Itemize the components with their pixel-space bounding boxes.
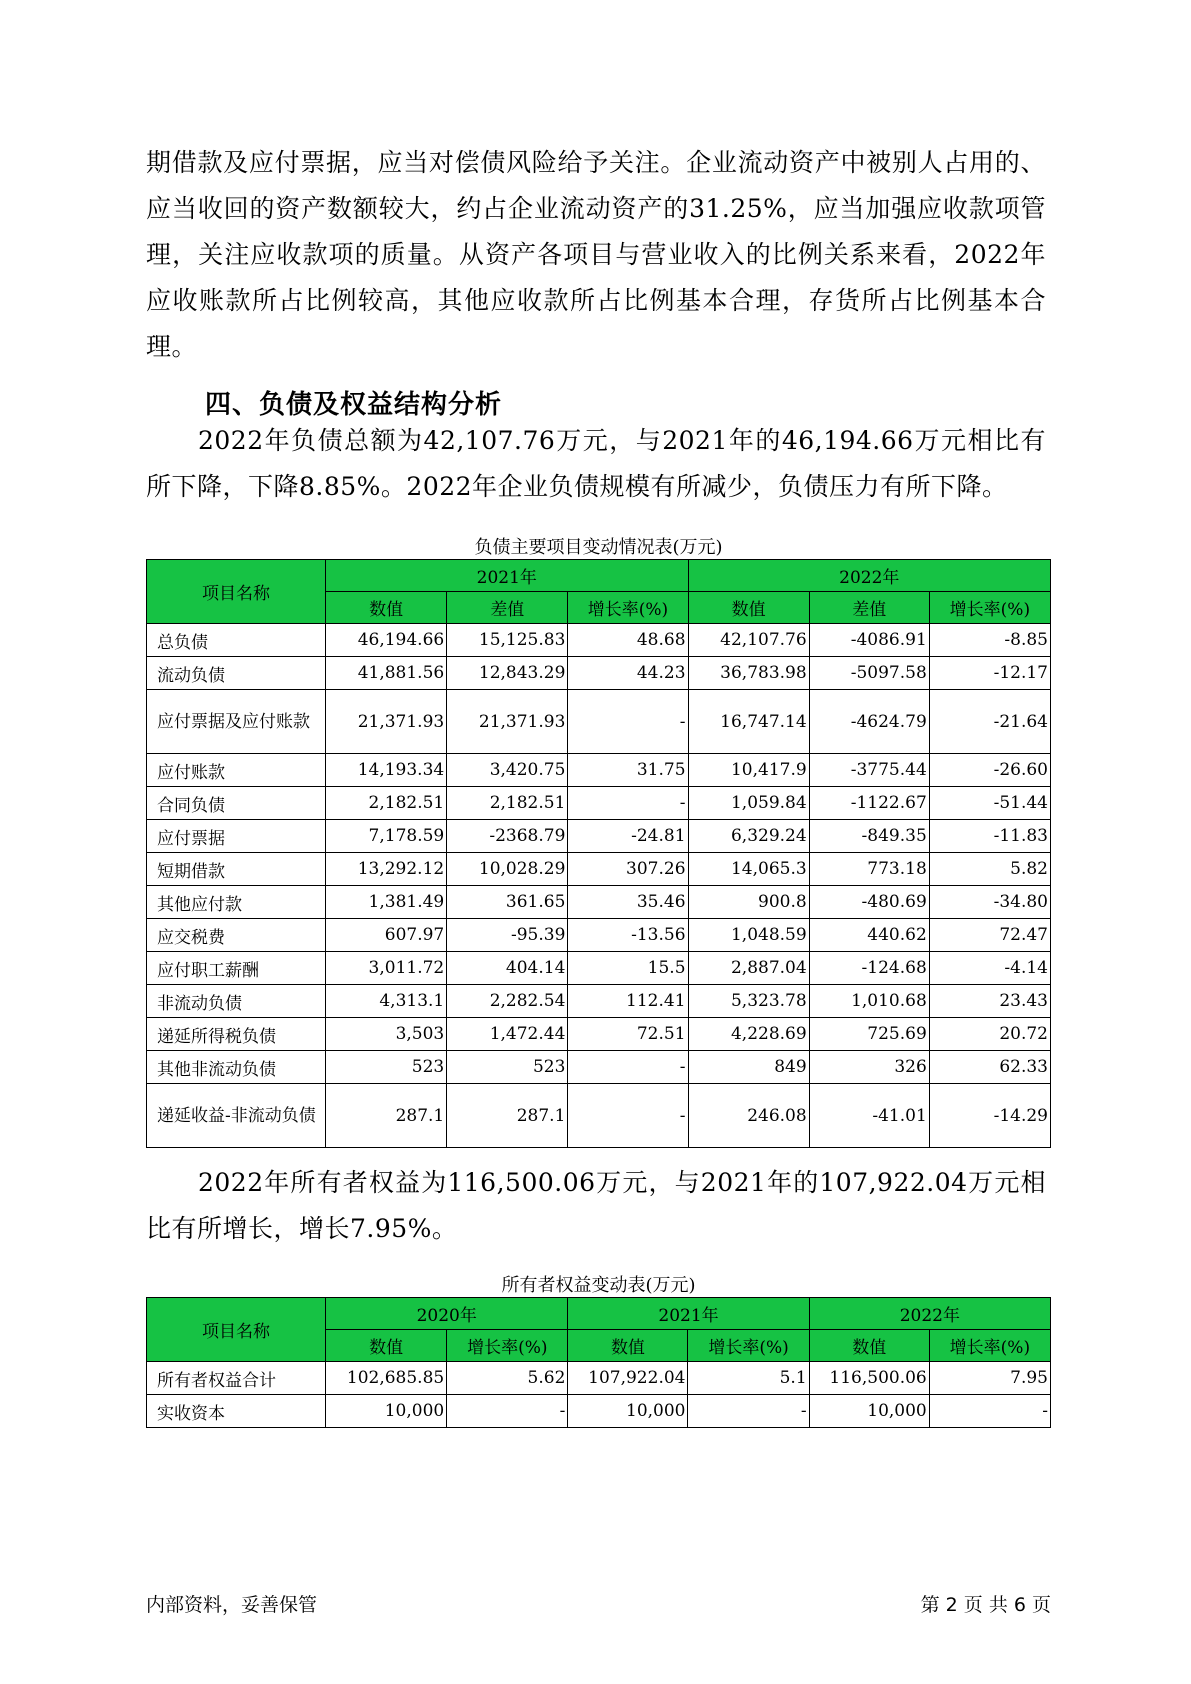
- row-label: 短期借款: [147, 853, 326, 886]
- table-cell: 361.65: [447, 886, 568, 919]
- table-cell: 12,843.29: [447, 657, 568, 690]
- table-cell: -849.35: [809, 820, 929, 853]
- paragraph-asset-analysis: 期借款及应付票据，应当对偿债风险给予关注。企业流动资产中被别人占用的、应当收回的资产数额较大，约占企业流动资产的31.25%，应当加强应收款项管理，关注应收款项的质量。从资产各项目与营业收入的比例关系来看，2022年应收账款所占比例较高，其他应收款所占比例基本合理，存货所占比例基本合理。: [146, 148, 1046, 361]
- table-cell: 46,194.66: [326, 624, 447, 657]
- table-cell: -3775.44: [809, 754, 929, 787]
- table-row: [147, 952, 1051, 985]
- table-cell: 112.41: [568, 985, 688, 1018]
- table-cell: -12.17: [929, 657, 1050, 690]
- table-row: [147, 853, 1051, 886]
- table-cell: 7,178.59: [326, 820, 447, 853]
- liability-table: [146, 559, 1051, 1148]
- table-cell: 107,922.04: [568, 1362, 688, 1395]
- table-cell: 16,747.14: [688, 690, 809, 754]
- table-cell: 2,182.51: [447, 787, 568, 820]
- table-cell: 725.69: [809, 1018, 929, 1051]
- row-label: 应付票据: [147, 820, 326, 853]
- table-cell: 773.18: [809, 853, 929, 886]
- table-cell: 287.1: [447, 1084, 568, 1148]
- table1-subheader: 差值: [809, 592, 929, 624]
- table-cell: -: [688, 1395, 809, 1428]
- table-cell: 1,048.59: [688, 919, 809, 952]
- row-label: 合同负债: [147, 787, 326, 820]
- table-cell: 2,182.51: [326, 787, 447, 820]
- table2-subheader: 数值: [568, 1330, 688, 1362]
- table-cell: -26.60: [929, 754, 1050, 787]
- footer-page-number: 第 2 页 共 6 页: [920, 1594, 1051, 1616]
- table-cell: 4,228.69: [688, 1018, 809, 1051]
- table-cell: -13.56: [568, 919, 688, 952]
- row-label: 递延收益-非流动负债: [147, 1084, 326, 1148]
- table-row: [147, 1051, 1051, 1084]
- table1-body: [147, 624, 1051, 1148]
- paragraph-equity-summary: 2022年所有者权益为116,500.06万元，与2021年的107,922.04万元相比有所增长，增长7.95%。: [146, 1168, 1046, 1243]
- table-cell: -4.14: [929, 952, 1050, 985]
- table-cell: 10,028.29: [447, 853, 568, 886]
- table-cell: -95.39: [447, 919, 568, 952]
- paragraph-liability-summary: 2022年负债总额为42,107.76万元，与2021年的46,194.66万元相比有所下降，下降8.85%。2022年企业负债规模有所减少，负债压力有所下降。: [146, 426, 1046, 501]
- row-label: 递延所得税负债: [147, 1018, 326, 1051]
- table2-header-name: 项目名称: [147, 1298, 326, 1362]
- table-cell: -1122.67: [809, 787, 929, 820]
- table-cell: 14,193.34: [326, 754, 447, 787]
- table-cell: -: [929, 1395, 1050, 1428]
- table-cell: 326: [809, 1051, 929, 1084]
- table-cell: 287.1: [326, 1084, 447, 1148]
- table-cell: 21,371.93: [326, 690, 447, 754]
- table-cell: -: [568, 787, 688, 820]
- table2-subheader: 数值: [326, 1330, 447, 1362]
- table-row: [147, 985, 1051, 1018]
- table-cell: 7.95: [929, 1362, 1050, 1395]
- table-cell: 72.47: [929, 919, 1050, 952]
- table-row: [147, 787, 1051, 820]
- table-cell: 42,107.76: [688, 624, 809, 657]
- table1-caption: 负债主要项目变动情况表(万元): [474, 537, 723, 558]
- table2-subheader: 增长率(%): [688, 1330, 809, 1362]
- table-cell: 1,010.68: [809, 985, 929, 1018]
- table-cell: 6,329.24: [688, 820, 809, 853]
- table1-subheader: 增长率(%): [929, 592, 1050, 624]
- row-label: 实收资本: [147, 1395, 326, 1428]
- table2-year-header: 2020年: [326, 1298, 568, 1330]
- table-row: [147, 886, 1051, 919]
- table-row: [147, 624, 1051, 657]
- row-label: 应付职工薪酬: [147, 952, 326, 985]
- table-row: [147, 820, 1051, 853]
- table-cell: 246.08: [688, 1084, 809, 1148]
- table-cell: 900.8: [688, 886, 809, 919]
- table-cell: 20.72: [929, 1018, 1050, 1051]
- table-row: [147, 690, 1051, 754]
- table-cell: -: [568, 1051, 688, 1084]
- table-cell: -: [447, 1395, 568, 1428]
- table-cell: -11.83: [929, 820, 1050, 853]
- table-row: [147, 657, 1051, 690]
- table-cell: 5.62: [447, 1362, 568, 1395]
- table-cell: 2,282.54: [447, 985, 568, 1018]
- table-cell: 849: [688, 1051, 809, 1084]
- table-cell: 44.23: [568, 657, 688, 690]
- table-cell: 3,420.75: [447, 754, 568, 787]
- table-cell: -5097.58: [809, 657, 929, 690]
- table-cell: -24.81: [568, 820, 688, 853]
- table-cell: 72.51: [568, 1018, 688, 1051]
- row-label: 应付票据及应付账款: [147, 690, 326, 754]
- table-cell: 15.5: [568, 952, 688, 985]
- table1-subheader: 数值: [688, 592, 809, 624]
- section-heading: 四、负债及权益结构分析: [205, 390, 503, 420]
- table-cell: -2368.79: [447, 820, 568, 853]
- table-cell: -124.68: [809, 952, 929, 985]
- table-cell: 440.62: [809, 919, 929, 952]
- table1-subheader: 数值: [326, 592, 447, 624]
- table-cell: 607.97: [326, 919, 447, 952]
- table1-year-header: 2021年: [326, 560, 688, 592]
- row-label: 其他应付款: [147, 886, 326, 919]
- table1-year-header: 2022年: [688, 560, 1050, 592]
- row-label: 所有者权益合计: [147, 1362, 326, 1395]
- table-cell: 14,065.3: [688, 853, 809, 886]
- footer-confidential-note: 内部资料，妥善保管: [146, 1594, 318, 1616]
- table-cell: 10,417.9: [688, 754, 809, 787]
- table2-subheader: 增长率(%): [447, 1330, 568, 1362]
- table1-subheader: 增长率(%): [568, 592, 688, 624]
- table2-year-header: 2022年: [809, 1298, 1050, 1330]
- table-cell: 15,125.83: [447, 624, 568, 657]
- table-cell: 1,472.44: [447, 1018, 568, 1051]
- table-cell: -4624.79: [809, 690, 929, 754]
- table-cell: -51.44: [929, 787, 1050, 820]
- table-cell: 116,500.06: [809, 1362, 929, 1395]
- table-cell: 523: [326, 1051, 447, 1084]
- row-label: 总负债: [147, 624, 326, 657]
- table-cell: 48.68: [568, 624, 688, 657]
- table-cell: 307.26: [568, 853, 688, 886]
- table2-caption: 所有者权益变动表(万元): [501, 1275, 696, 1296]
- table-row: [147, 1084, 1051, 1148]
- row-label: 流动负债: [147, 657, 326, 690]
- table-cell: 31.75: [568, 754, 688, 787]
- table-cell: 36,783.98: [688, 657, 809, 690]
- table-cell: -21.64: [929, 690, 1050, 754]
- table2-subheader: 数值: [809, 1330, 929, 1362]
- table-cell: 10,000: [568, 1395, 688, 1428]
- table-cell: -480.69: [809, 886, 929, 919]
- table-cell: -: [568, 1084, 688, 1148]
- table-cell: 102,685.85: [326, 1362, 447, 1395]
- table-cell: -34.80: [929, 886, 1050, 919]
- table-cell: 10,000: [809, 1395, 929, 1428]
- table-cell: 3,011.72: [326, 952, 447, 985]
- table-cell: 35.46: [568, 886, 688, 919]
- table-cell: 10,000: [326, 1395, 447, 1428]
- table-row: [147, 1395, 1051, 1428]
- table-cell: 2,887.04: [688, 952, 809, 985]
- table-cell: 13,292.12: [326, 853, 447, 886]
- table1-header-name: 项目名称: [147, 560, 326, 624]
- table-cell: 21,371.93: [447, 690, 568, 754]
- table-cell: -: [568, 690, 688, 754]
- table-cell: 1,059.84: [688, 787, 809, 820]
- table-cell: -4086.91: [809, 624, 929, 657]
- row-label: 其他非流动负债: [147, 1051, 326, 1084]
- table-cell: -14.29: [929, 1084, 1050, 1148]
- table-cell: 41,881.56: [326, 657, 447, 690]
- table-cell: -8.85: [929, 624, 1050, 657]
- table2-subheader: 增长率(%): [929, 1330, 1050, 1362]
- table-cell: 1,381.49: [326, 886, 447, 919]
- table-cell: 23.43: [929, 985, 1050, 1018]
- table-cell: 5,323.78: [688, 985, 809, 1018]
- table-row: [147, 1018, 1051, 1051]
- table-cell: 5.1: [688, 1362, 809, 1395]
- table-cell: -41.01: [809, 1084, 929, 1148]
- table-cell: 62.33: [929, 1051, 1050, 1084]
- table-cell: 4,313.1: [326, 985, 447, 1018]
- table-row: [147, 919, 1051, 952]
- table-cell: 5.82: [929, 853, 1050, 886]
- table-cell: 3,503: [326, 1018, 447, 1051]
- table-cell: 404.14: [447, 952, 568, 985]
- table1-subheader: 差值: [447, 592, 568, 624]
- table2-year-header: 2021年: [568, 1298, 809, 1330]
- equity-table: [146, 1297, 1051, 1428]
- row-label: 非流动负债: [147, 985, 326, 1018]
- table-cell: 523: [447, 1051, 568, 1084]
- row-label: 应付账款: [147, 754, 326, 787]
- row-label: 应交税费: [147, 919, 326, 952]
- table-row: [147, 1362, 1051, 1395]
- table2-body: [147, 1362, 1051, 1428]
- table-row: [147, 754, 1051, 787]
